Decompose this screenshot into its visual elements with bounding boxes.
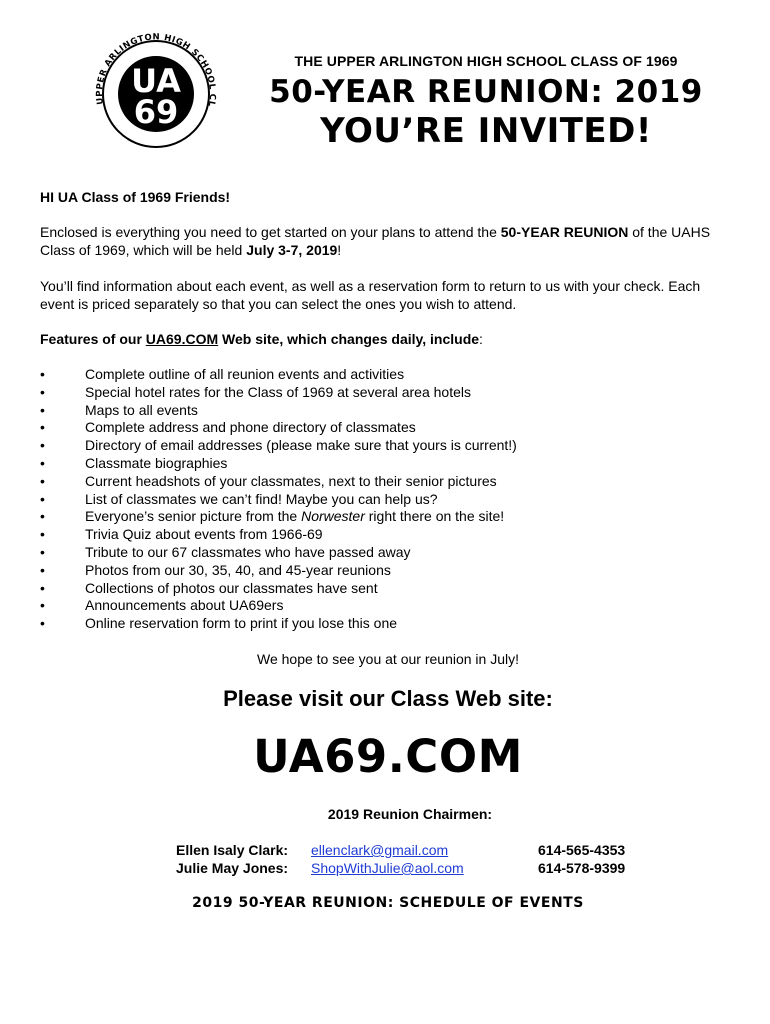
- reunion-title: 50-YEAR REUNION: 2019: [269, 74, 703, 110]
- list-item: [40, 615, 730, 633]
- bullet: •: [40, 543, 45, 560]
- list-item: [40, 491, 730, 509]
- visit-heading: Please visit our Class Web site:: [223, 686, 553, 711]
- features-colon: :: [479, 331, 483, 347]
- bullet: •: [40, 561, 45, 578]
- list-item: [40, 508, 730, 526]
- bullet: •: [40, 366, 45, 382]
- yearbook-title: Norwester: [301, 508, 365, 525]
- list-item: [40, 597, 730, 615]
- logo-69-text: 69: [133, 93, 179, 131]
- feature-text: Maps to all events: [85, 401, 198, 418]
- closing-line: We hope to see you at our reunion in July!: [256, 651, 519, 667]
- schedule-heading: 2019 50-YEAR REUNION: SCHEDULE OF EVENTS: [192, 895, 584, 911]
- feature-text: Directory of email addresses (please make sure that yours is current!): [85, 437, 517, 454]
- feature-text: Current headshots of your classmates, next to their senior pictures: [85, 472, 497, 489]
- bullet: •: [40, 615, 45, 632]
- bullet: •: [40, 454, 45, 471]
- feature-text: Complete outline of all reunion events and activities: [85, 366, 405, 382]
- bullet: •: [40, 437, 45, 454]
- features-heading: [40, 330, 730, 348]
- school-line: THE UPPER ARLINGTON HIGH SCHOOL CLASS OF 1969: [294, 53, 678, 69]
- feature-text: Online reservation form to print if you lose this one: [85, 615, 398, 632]
- bullet: •: [40, 526, 45, 543]
- contact-email-link[interactable]: ellenclark@gmail.com: [311, 842, 449, 858]
- contact-name: Ellen Isaly Clark:: [176, 842, 289, 858]
- bullet: •: [40, 579, 45, 596]
- intro-text-1: Enclosed is everything you need to get started on your plans to attend the: [40, 224, 501, 240]
- intro-dates: July 3-7, 2019: [246, 242, 338, 258]
- features-suffix: Web site, which changes daily, include: [218, 331, 480, 347]
- list-item: [40, 419, 730, 437]
- logo-ua-text: UA: [131, 62, 181, 100]
- invited-title: YOU’RE INVITED!: [320, 111, 652, 151]
- intro-text-2: of the UAHS Class of 1969, which will be held: [40, 224, 711, 258]
- feature-text: List of classmates we can’t find! Maybe you can help us?: [85, 490, 438, 507]
- site-link[interactable]: UA69.COM: [145, 331, 219, 347]
- list-item: [40, 455, 730, 473]
- feature-text: Tribute to our 67 classmates who have passed away: [85, 543, 411, 560]
- list-item: [40, 402, 730, 420]
- feature-text: Complete address and phone directory of classmates: [85, 419, 416, 436]
- intro-reunion-bold: 50-YEAR REUNION: [500, 224, 629, 240]
- feature-text: Photos from our 30, 35, 40, and 45-year reunions: [85, 561, 391, 578]
- class-logo: [84, 18, 228, 162]
- info-paragraph: You’ll find information about each event, as well as a reservation form to return to us with your check. Each event is priced separately so that you can select the ones you wish to attend.: [40, 278, 701, 312]
- list-item: [40, 366, 730, 384]
- contact-phone: 614-578-9399: [538, 860, 626, 876]
- bullet: •: [40, 401, 45, 418]
- feature-text: Classmate biographies: [85, 454, 228, 471]
- site-banner: UA69.COM: [253, 730, 523, 783]
- list-item: [40, 562, 730, 580]
- features-prefix: Features of our: [40, 331, 146, 347]
- list-item: [40, 384, 730, 402]
- bullet: •: [40, 490, 45, 507]
- features-list: [40, 366, 730, 633]
- logo-ring-text: UPPER ARLINGTON HIGH SCHOOL CL: [94, 32, 218, 108]
- class-logo-graphic: [84, 18, 228, 162]
- intro-paragraph: [40, 223, 730, 259]
- feature-text: Trivia Quiz about events from 1966-69: [85, 526, 323, 543]
- intro-text-end: !: [337, 242, 342, 258]
- list-item: [40, 437, 730, 455]
- bullet: •: [40, 472, 45, 489]
- list-item: [40, 473, 730, 491]
- feature-text: Collections of photos our classmates have sent: [85, 579, 378, 596]
- feature-text: Announcements about UA69ers: [85, 597, 284, 614]
- bullet: •: [40, 597, 45, 614]
- contact-phone: 614-565-4353: [538, 842, 626, 858]
- bullet: •: [40, 508, 45, 525]
- list-item: [40, 544, 730, 562]
- contact-name: Julie May Jones:: [176, 860, 289, 876]
- bullet: •: [40, 383, 45, 400]
- feature-text: Everyone’s senior picture from the Norwester right there on the site!: [85, 508, 505, 525]
- feature-text: Special hotel rates for the Class of 1969 at several area hotels: [85, 383, 471, 400]
- bullet: •: [40, 419, 45, 436]
- greeting: HI UA Class of 1969 Friends!: [40, 189, 231, 205]
- contact-email-link[interactable]: ShopWithJulie@aol.com: [311, 860, 464, 876]
- list-item: [40, 526, 730, 544]
- chairmen-heading: 2019 Reunion Chairmen:: [327, 806, 493, 822]
- list-item: [40, 580, 730, 598]
